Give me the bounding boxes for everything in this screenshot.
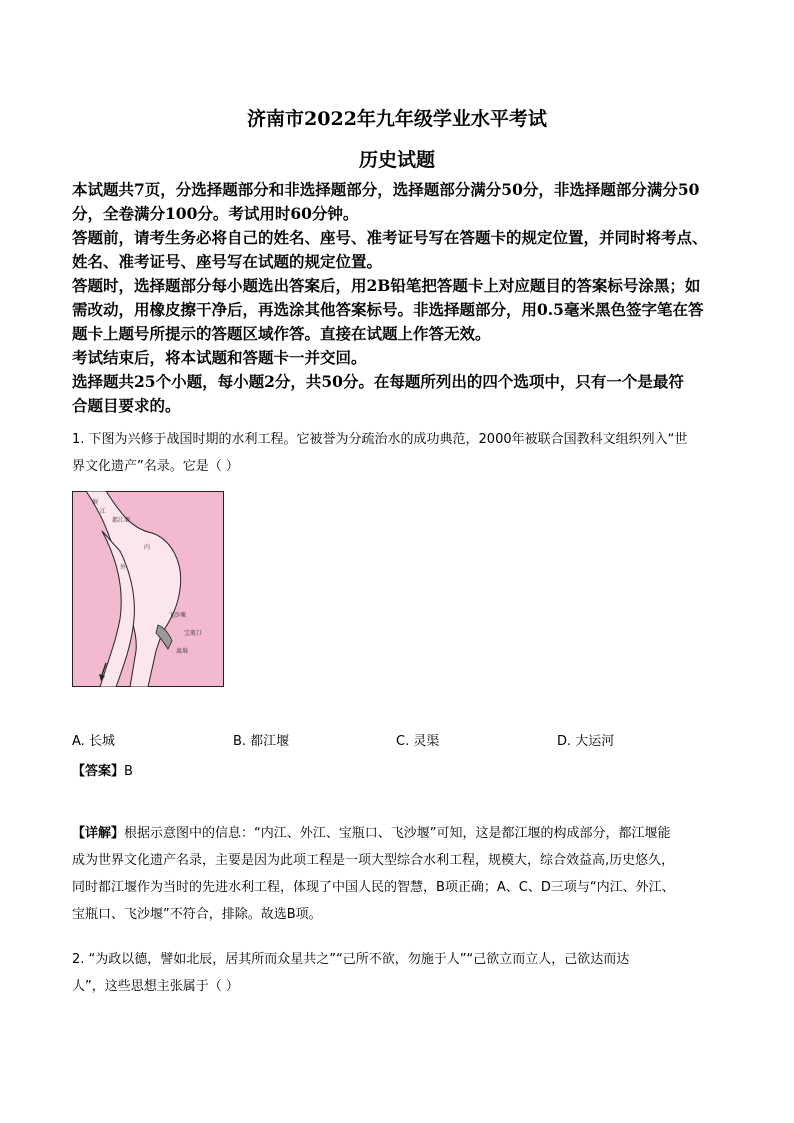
option-b[interactable]: B. 都江堰 — [233, 734, 290, 749]
map-label-baopingkou: 宝瓶口 — [184, 630, 203, 637]
map-label-min: 岷 — [92, 499, 99, 506]
question-1-stem — [72, 426, 724, 480]
question-1-stem-line: 界文化遗产”名录。它是（ ） — [72, 459, 239, 474]
question-1-stem-line: 1. 下图为兴修于战国时期的水利工程。它被誉为分疏治水的成功典范，2000年被联合国教科文组织列入“世 — [72, 432, 688, 447]
instruction-line: 分，全卷满分100分。考试用时60分钟。 — [72, 204, 359, 223]
detail-line: 同时都江堰作为当时的先进水利工程，体现了中国人民的智慧，B项正确；A、C、D三项与“内江、外江、 — [72, 880, 675, 895]
map-label-nei: 内 — [144, 544, 151, 551]
detail-label: 【详解】 — [72, 826, 125, 841]
option-c[interactable]: C. 灵渠 — [396, 734, 440, 749]
detail-line: 宝瓶口、飞沙堰”不符合，排除。故选B项。 — [72, 907, 322, 922]
question-1-detail — [72, 820, 724, 928]
answer-label: 【答案】 — [72, 764, 125, 779]
instruction-line: 需改动，用橡皮擦干净后，再选涂其他答案标号。非选择题部分，用0.5毫米黑色签字笔在答 — [72, 300, 704, 319]
instruction-line: 考试结束后，将本试题和答题卡一并交回。 — [72, 348, 367, 367]
question-1-answer — [72, 758, 724, 785]
map-label-wai: 外 — [120, 564, 127, 571]
instruction-line: 选择题共25个小题，每小题2分，共50分。在每题所列出的四个选项中，只有一个是最符 — [72, 372, 684, 391]
option-a[interactable]: A. 长城 — [72, 734, 115, 749]
detail-line: 根据示意图中的信息：“内江、外江、宝瓶口、飞沙堰”可知，这是都江堰的构成部分，都江堰能 — [124, 826, 671, 841]
exam-instructions — [72, 178, 724, 418]
instruction-line: 本试题共7页，分选择题部分和非选择题部分，选择题部分满分50分，非选择题部分满分50 — [72, 180, 700, 199]
map-label-lidui: 离堆 — [176, 648, 189, 655]
map-label-feishayan: 飞沙堰 — [168, 612, 187, 619]
instruction-line: 题卡上题号所提示的答题区域作答。直接在试题上作答无效。 — [72, 324, 491, 343]
question-2-stem-line: 2. “为政以德，譬如北辰，居其所而众星共之”“己所不欲，勿施于人”“己欲立而立人，己欲达而达 — [72, 952, 630, 967]
question-2-stem — [72, 946, 724, 1000]
answer-value: B — [124, 764, 133, 779]
detail-line: 成为世界文化遗产名录，主要是因为此项工程是一项大型综合水利工程，规模大，综合效益高,历史悠久， — [72, 853, 675, 868]
map-label-jiang: 江 — [100, 508, 107, 515]
exam-subtitle: 历史试题 — [358, 149, 435, 171]
map-label-dujiangyan: 都江堰 — [112, 517, 131, 524]
instruction-line: 答题前，请考生务必将自己的姓名、座号、准考证号写在答题卡的规定位置，并同时将考点、 — [72, 228, 708, 247]
option-d[interactable]: D. 大运河 — [557, 734, 615, 749]
instruction-line: 合题目要求的。 — [72, 396, 181, 415]
instruction-line: 姓名、准考证号、座号写在试题的规定位置。 — [72, 252, 383, 271]
dujiangyan-map — [72, 491, 224, 687]
instruction-line: 答题时，选择题部分每小题选出答案后，用2B铅笔把答题卡上对应题目的答案标号涂黑；如 — [72, 276, 701, 295]
exam-title: 济南市2022年九年级学业水平考试 — [247, 108, 547, 130]
question-2-stem-line: 人”，这些思想主张属于（ ） — [72, 979, 239, 994]
